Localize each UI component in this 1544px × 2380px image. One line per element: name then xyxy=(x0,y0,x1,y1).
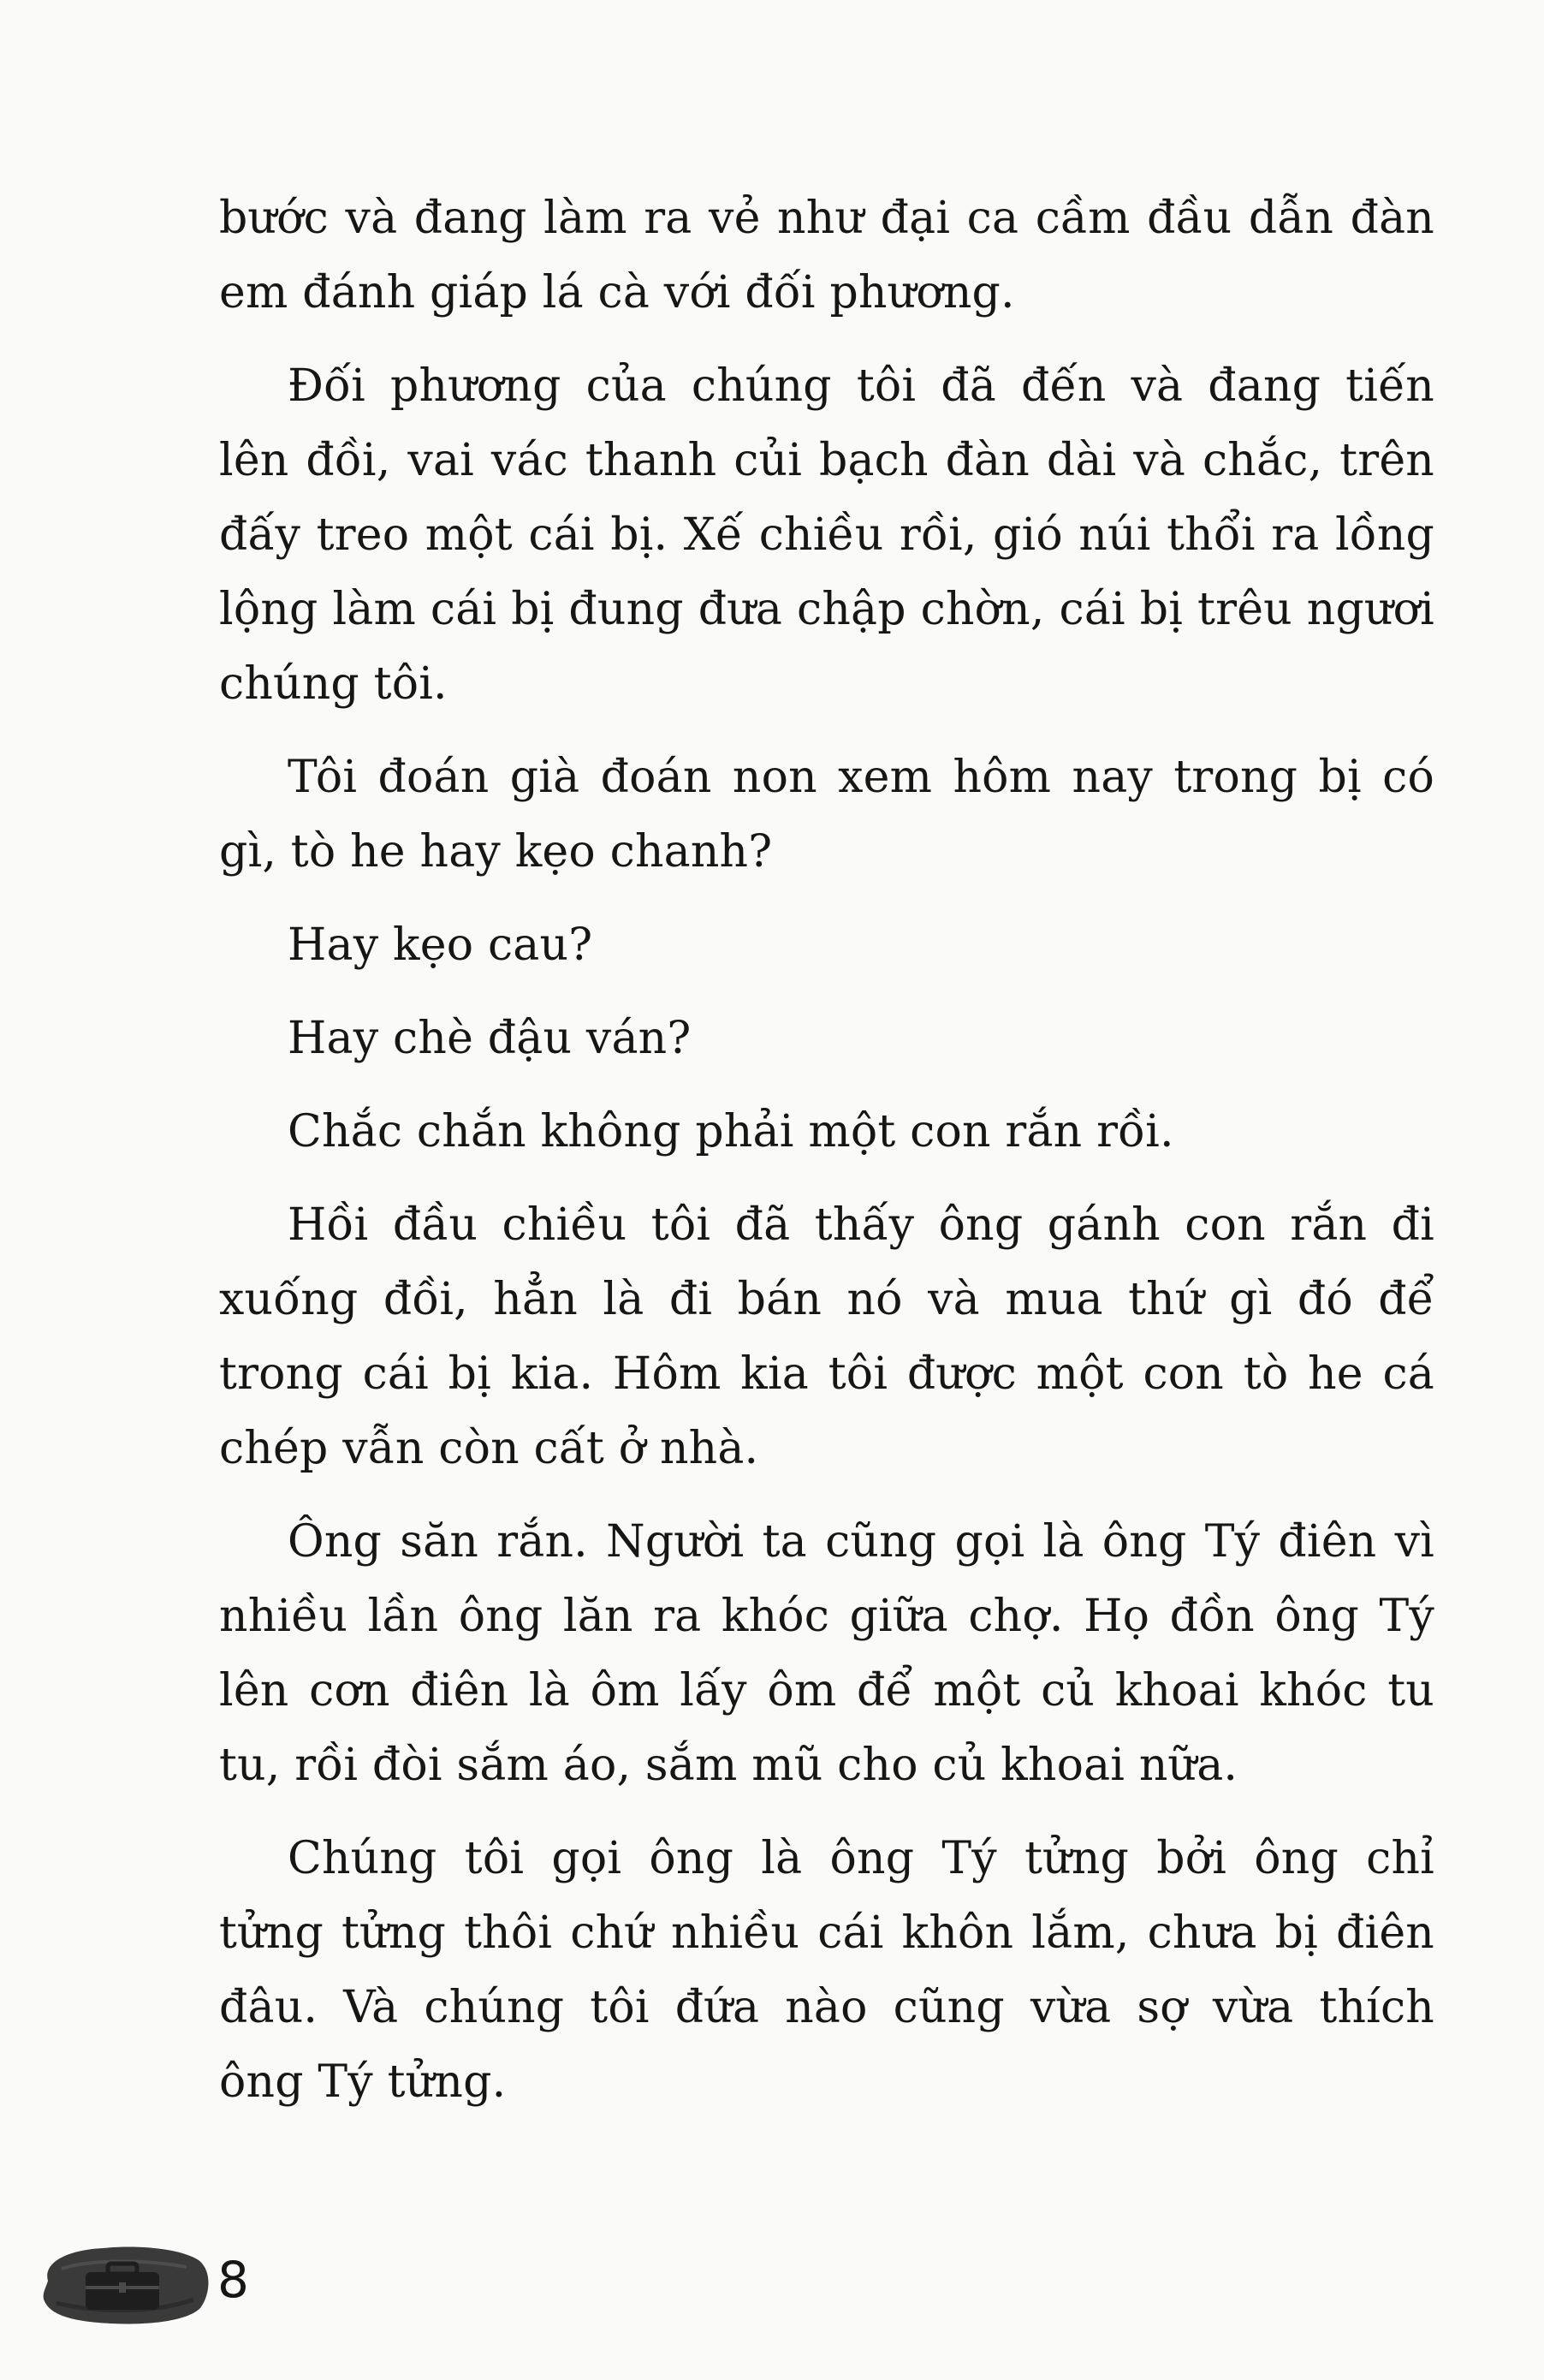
text-line: trong cái bị kia. Hôm kia tôi được một con tò he cá xyxy=(219,1348,1434,1400)
page-number: 8 xyxy=(217,2251,249,2309)
paragraph-2 xyxy=(219,349,1434,722)
paragraph-8 xyxy=(219,1505,1434,1803)
text-line: bước và đang làm ra vẻ như đại ca cầm đầu dẫn đàn xyxy=(219,193,1434,244)
text-line: chép vẫn còn cất ở nhà. xyxy=(219,1423,759,1474)
text-line: Hay chè đậu ván? xyxy=(288,1013,692,1064)
text-line: tửng tửng thôi chứ nhiều cái khôn lắm, chưa bị điên xyxy=(219,1907,1434,1959)
text-line: Ông săn rắn. Người ta cũng gọi là ông Tý điên vì xyxy=(288,1516,1434,1568)
paragraph-3 xyxy=(219,741,1434,890)
text-line: lên đồi, vai vác thanh củi bạch đàn dài và chắc, trên xyxy=(219,435,1434,486)
paragraph-7 xyxy=(219,1188,1434,1486)
text-line: chúng tôi. xyxy=(219,658,448,710)
text-line: Chúng tôi gọi ông là ông Tý tửng bởi ông chỉ xyxy=(288,1833,1434,1884)
text-line: Hồi đầu chiều tôi đã thấy ông gánh con rắn đi xyxy=(288,1199,1434,1251)
text-line: Hay kẹo cau? xyxy=(288,919,593,971)
paragraph-9 xyxy=(219,1822,1434,2120)
text-line: ông Tý tửng. xyxy=(219,2056,507,2108)
text-line: nhiều lần ông lăn ra khóc giữa chợ. Họ đồn ông Tý xyxy=(219,1591,1434,1642)
text-line: lộng làm cái bị đung đưa chập chờn, cái bị trêu ngươi xyxy=(219,584,1434,635)
paragraph-5 xyxy=(219,1002,1434,1076)
page-footer xyxy=(26,2234,282,2329)
text-line: lên cơn điên là ôm lấy ôm để một củ khoai khóc tu xyxy=(219,1665,1434,1717)
text-line: xuống đồi, hẳn là đi bán nó và mua thứ gì đó để xyxy=(219,1274,1434,1325)
text-line: đấy treo một cái bị. Xế chiều rồi, gió núi thổi ra lồng xyxy=(219,509,1434,561)
text-line: em đánh giáp lá cà với đối phương. xyxy=(219,267,1015,318)
paragraph-4 xyxy=(219,908,1434,983)
text-line: gì, tò he hay kẹo chanh? xyxy=(219,826,773,878)
text-line: Đối phương của chúng tôi đã đến và đang tiến xyxy=(288,360,1434,412)
suitcase-icon xyxy=(36,2243,212,2325)
text-line: Tôi đoán già đoán non xem hôm nay trong bị có xyxy=(288,752,1434,803)
text-line: đâu. Và chúng tôi đứa nào cũng vừa sợ vừa thích xyxy=(219,1982,1434,2033)
body-text xyxy=(219,181,1434,2139)
text-line: tu, rồi đòi sắm áo, sắm mũ cho củ khoai nữa. xyxy=(219,1740,1238,1791)
paragraph-6 xyxy=(219,1095,1434,1169)
paragraph-1 xyxy=(219,181,1434,330)
text-line: Chắc chắn không phải một con rắn rồi. xyxy=(288,1106,1174,1157)
